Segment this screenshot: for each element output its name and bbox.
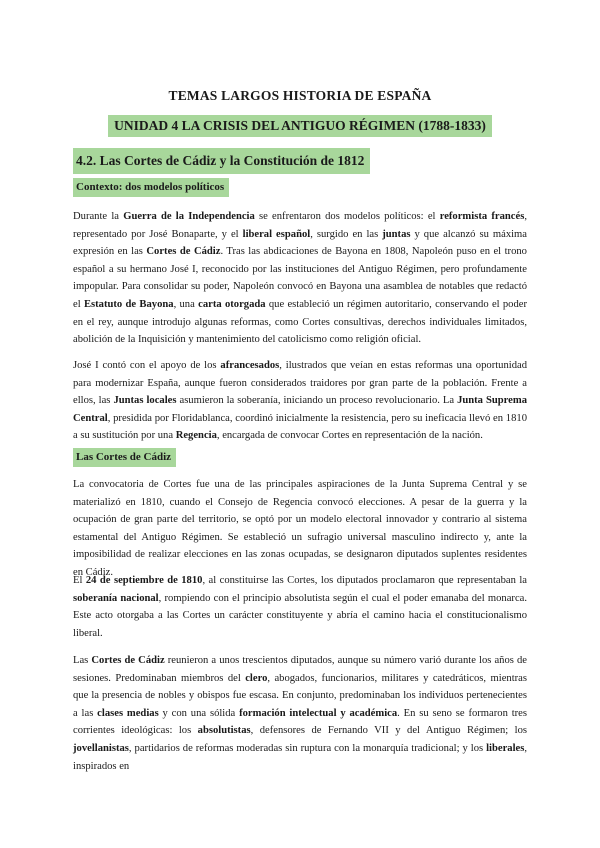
bold-term: reformista francés xyxy=(439,211,525,222)
paragraph-4: El 24 de septiembre de 1810, al constituirse las Cortes, los diputados proclamaron que representaban la soberanía nacional, rompiendo con el principio absolutista según el cual el poder emanaba del monarca. Este acto otorgaba a las Cortes un carácter constituyente y abría el camino hacia el constitucionalismo liberal. xyxy=(73,575,528,639)
bold-term: clero xyxy=(245,672,268,684)
document-title: TEMAS LARGOS HISTORIA DE ESPAÑA xyxy=(168,88,432,103)
paragraph-5: Las Cortes de Cádiz reunieron a unos trescientos diputados, aunque su número varió durante los años de sesiones. Predominaban miembros del clero, abogados, funcionarios, militares y catedráticos, mientras que la presencia de nobles y obispos fue escasa. En conjunto, predominaban los individuos pertenecientes a las clases medias y con una sólida formación intelectual y académica. En su seno se formaron tres corrientes ideológicas: los absolutistas, defensores de Fernando VII y del Antiguo Régimen; los jovellanistas, partidarios de reformas moderadas sin ruptura con la monarquía tradicional; y los liberales, inspirados en xyxy=(73,655,528,772)
bold-term: formación intelectual y académica xyxy=(239,707,398,719)
bold-term: soberanía nacional xyxy=(73,592,159,604)
paragraph-1: Durante la Guerra de la Independencia se enfrentaron dos modelos políticos: el reformista francés, representado por José Bonaparte, y el liberal español, surgido en las juntas y que alcanzó su máxima expresión en las Cortes de Cádiz. Tras las abdicaciones de Bayona en 1808, Napoleón puso en el trono español a su hermano José I, reconocido por las instituciones del Antiguo Régimen, pero profundamente impopular. Para consolidar su poder, Napoleón convocó en Bayona una asamblea de notables que redactó el Estatuto de Bayona, una carta otorgada que estableció un régimen autoritario, conservando el poder en el rey, aunque introdujo algunas reformas, como Cortes consultivas, derechos individuales limitados, abolición de la Inquisición y mantenimiento del catolicismo como religión oficial. xyxy=(73,211,528,346)
paragraph-2: José I contó con el apoyo de los afrancesados, ilustrados que veían en estas reformas una oportunidad para modernizar España, aunque fueron considerados traidores por gran parte de la población. Frente a ellos, las Juntas locales asumieron la soberanía, iniciando un proceso revolucionario. La Junta Suprema Central, presidida por Floridablanca, coordinó inicialmente la resistencia, pero su ineficacia llevó en 1810 a su sustitución por una Regencia, encargada de convocar Cortes en representación de la nación. xyxy=(73,360,527,442)
bold-term: Cortes de Cádiz xyxy=(146,246,221,258)
bold-term: Juntas locales xyxy=(113,395,177,407)
bold-term: juntas xyxy=(382,228,411,240)
bold-term: liberal español xyxy=(242,228,311,240)
bold-term: liberales xyxy=(486,742,525,754)
bold-term: Guerra de la Independencia xyxy=(123,211,255,222)
bold-term: Regencia xyxy=(175,430,217,442)
bold-term: 24 de septiembre de 1810 xyxy=(85,575,203,586)
bold-term: carta otorgada xyxy=(198,298,266,310)
bold-term: Junta Suprema Central xyxy=(73,395,527,424)
bold-term: Cortes de Cádiz xyxy=(91,655,165,666)
unit-title: UNIDAD 4 LA CRISIS DEL ANTIGUO RÉGIMEN (1788-1833) xyxy=(108,115,492,137)
subheading-context: Contexto: dos modelos políticos xyxy=(73,178,229,197)
bold-term: absolutistas xyxy=(197,725,251,737)
bold-term: jovellanistas xyxy=(73,742,129,754)
bold-term: clases medias xyxy=(97,707,159,719)
bold-term: Estatuto de Bayona xyxy=(83,298,174,310)
unit-title-wrap xyxy=(0,117,600,135)
section-title: 4.2. Las Cortes de Cádiz y la Constitución de 1812 xyxy=(73,148,370,174)
bold-term: afrancesados xyxy=(220,360,280,371)
subheading-cortes: Las Cortes de Cádiz xyxy=(73,448,176,467)
paragraph-3: La convocatoria de Cortes fue una de las principales aspiraciones de la Junta Suprema Central y se materializó en 1810, cuando el Consejo de Regencia convocó elecciones. A pesar de la guerra y la ocupación de gran parte del territorio, se optó por un modelo electoral innovador y contrario al sistema estamental del Antiguo Régimen. Se estableció un sufragio universal masculino indirecto y, ante la imposibilidad de realizar elecciones en las zonas ocupadas, se designaron diputados suplentes residentes en Cádiz. xyxy=(73,479,527,578)
